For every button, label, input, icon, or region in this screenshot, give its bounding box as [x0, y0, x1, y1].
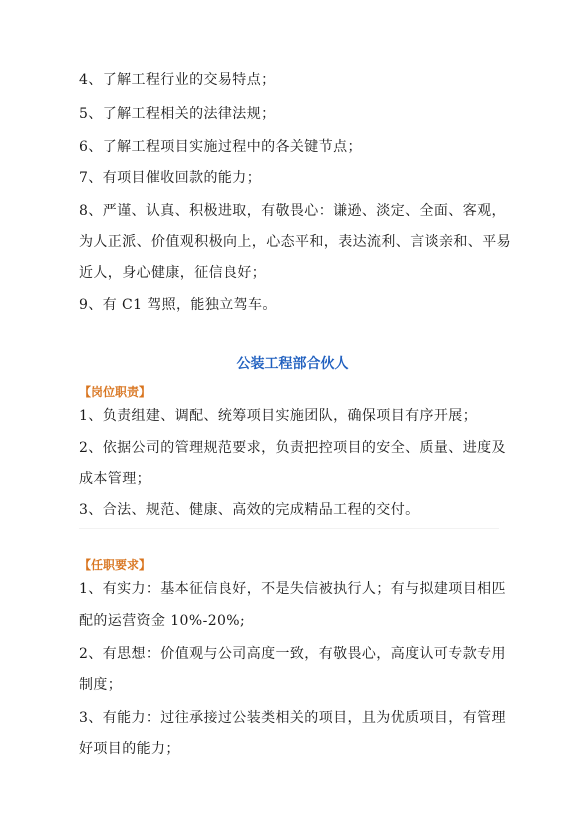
requirement-new-1-line-1: 1、有实力：基本征信良好，不是失信被执行人；有与拟建项目相匹 — [79, 581, 506, 597]
requirement-new-3-line-1: 3、有能力：过往承接过公装类相关的项目，且为优质项目，有管理 — [79, 710, 506, 726]
faint-divider — [79, 528, 499, 529]
requirement-item-8-line-2: 为人正派、价值观积极向上，心态平和，表达流利、言谈亲和、平易 — [79, 234, 511, 250]
requirement-new-3-line-2: 好项目的能力； — [79, 741, 180, 757]
duty-item-2-line-2: 成本管理； — [79, 471, 151, 487]
requirement-item-4: 4、了解工程行业的交易特点； — [79, 72, 276, 88]
section-title: 公装工程部合伙人 — [236, 356, 349, 372]
requirement-new-2-line-1: 2、有思想：价值观与公司高度一致，有敬畏心，高度认可专款专用 — [79, 646, 506, 662]
requirement-item-8-line-3: 近人，身心健康，征信良好； — [79, 265, 267, 281]
requirement-item-7: 7、有项目催收回款的能力； — [79, 170, 262, 186]
duty-item-2-line-1: 2、依据公司的管理规范要求，负责把控项目的安全、质量、进度及 — [79, 440, 506, 456]
duty-item-3: 3、合法、规范、健康、高效的完成精品工程的交付。 — [79, 502, 420, 518]
requirement-item-9: 9、有 C1 驾照，能独立驾车。 — [79, 297, 277, 313]
requirement-item-5: 5、了解工程相关的法律法规； — [79, 106, 276, 122]
duty-item-1: 1、负责组建、调配、统筹项目实施团队，确保项目有序开展； — [79, 408, 478, 424]
requirement-item-8-line-1: 8、严谨、认真、积极进取，有敬畏心：谦逊、淡定、全面、客观， — [79, 203, 506, 219]
requirement-new-1-line-2: 配的运营资金 10%-20%; — [79, 613, 246, 629]
requirements-tag: 【任职要求】 — [79, 558, 152, 572]
duties-tag: 【岗位职责】 — [79, 385, 152, 399]
requirement-new-2-line-2: 制度； — [79, 677, 123, 693]
requirement-item-6: 6、了解工程项目实施过程中的各关键节点； — [79, 139, 362, 155]
